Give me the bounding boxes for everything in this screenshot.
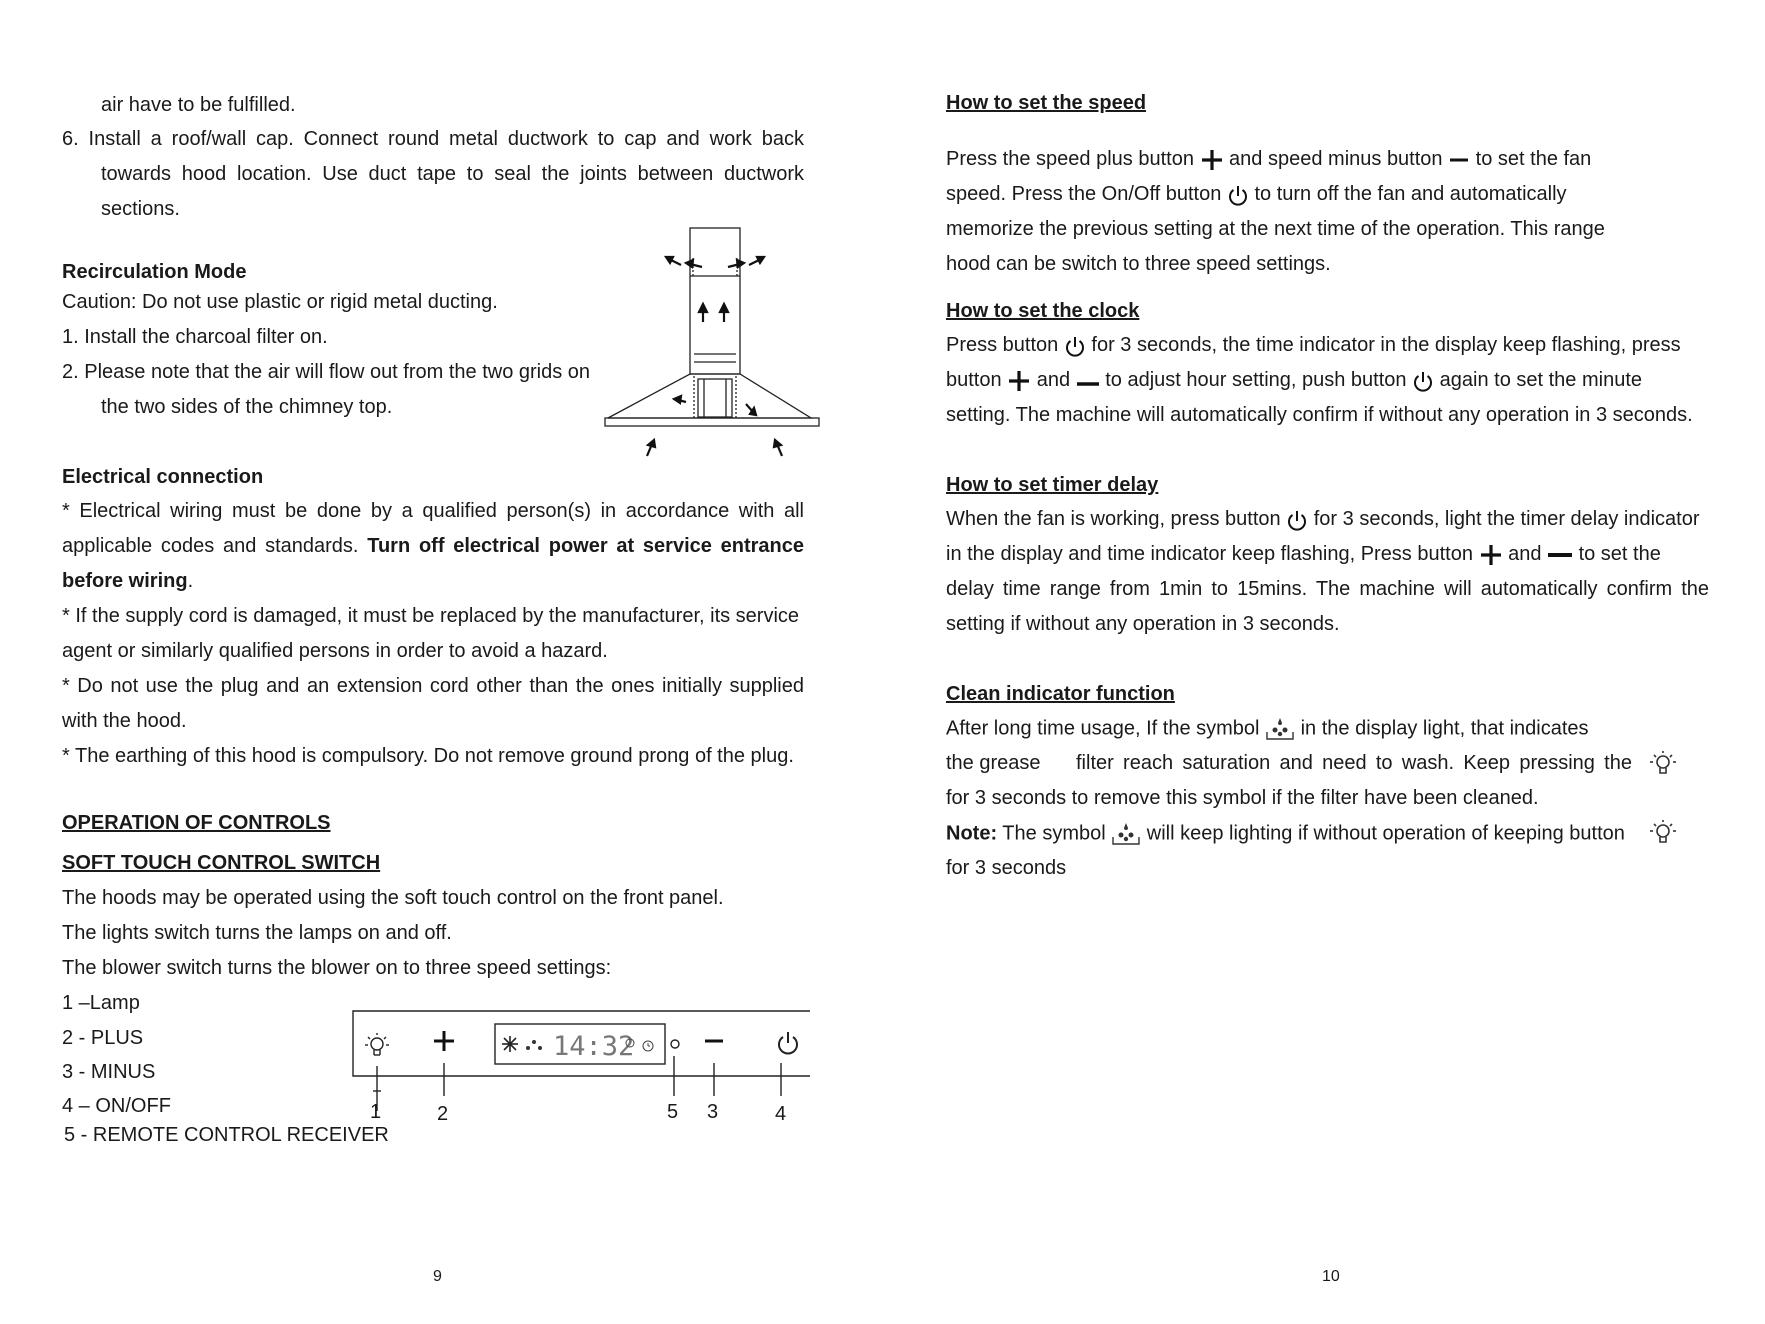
electrical-p1-line3 (62, 569, 193, 593)
controls-line3: The blower switch turns the blower on to three speed settings: (62, 957, 612, 979)
plus-icon (1200, 148, 1224, 172)
clean-line2-b: filter reach saturation and need to wash. Keep pressing the (1076, 752, 1632, 774)
lamp-button-icon (1648, 748, 1678, 778)
plus-icon (1479, 543, 1503, 567)
electrical-p1-line2-bold: Turn off electrical power at service entrance (367, 535, 805, 557)
speed-line1-b: and speed minus button (1223, 148, 1449, 170)
lamp-icon (365, 1033, 389, 1055)
minus-icon (1448, 148, 1470, 172)
minus-icon (1547, 543, 1573, 567)
clock-line2-c: to adjust hour setting, push button (1099, 369, 1413, 391)
recirculation-item-2-line2: the two sides of the chimney top. (101, 396, 393, 418)
recirculation-item-2-line1: 2. Please note that the air will flow out from the two grids on (62, 361, 591, 383)
soft-touch-heading: SOFT TOUCH CONTROL SWITCH (62, 852, 381, 874)
clock-line1 (946, 333, 1681, 358)
step-6-line2: towards hood location. Use duct tape to seal the joints between ductwork (101, 163, 804, 185)
power-icon (1227, 183, 1249, 207)
note-label: Note: (946, 822, 998, 845)
timer-line1-a: When the fan is working, press button (946, 508, 1287, 530)
power-icon (779, 1032, 797, 1053)
electrical-p1-line1: * Electrical wiring must be done by a qualified person(s) in accordance with all (62, 500, 804, 522)
clock-line2-a: button (946, 369, 1008, 391)
speed-line1-a: Press the speed plus button (946, 148, 1200, 170)
speed-line2 (946, 182, 1567, 207)
recirculation-heading: Recirculation Mode (62, 261, 247, 283)
power-icon (1286, 508, 1308, 532)
fan-icon (502, 1036, 518, 1052)
minus-icon (1076, 369, 1100, 393)
electrical-p1-line3-end: . (187, 570, 194, 592)
clean-line3: for 3 seconds to remove this symbol if the filter have been cleaned. (946, 787, 1539, 809)
continued-line: air have to be fulfilled. (101, 94, 296, 116)
recirculation-item-1: 1. Install the charcoal filter on. (62, 326, 328, 348)
timer-line2 (946, 542, 1661, 567)
grease-filter-icon (1265, 716, 1295, 742)
electrical-p1-line2 (62, 534, 804, 558)
page-number-right: 10 (1322, 1268, 1340, 1285)
timer-heading: How to set timer delay (946, 474, 1159, 496)
timer-line1-b: for 3 seconds, light the timer delay indicator (1308, 508, 1700, 530)
callout-5: 5 (667, 1101, 679, 1123)
electrical-p3-line1: * Do not use the plug and an extension cord other than the ones initially supplied (62, 675, 804, 697)
clock-line3: setting. The machine will automatically confirm if without any operation in 3 seconds. (946, 404, 1693, 426)
timer-line4: setting if without any operation in 3 seconds. (946, 613, 1340, 635)
callout-1: 1 (370, 1101, 382, 1123)
clean-line1-a: After long time usage, If the symbol (946, 717, 1266, 740)
clean-line1 (946, 716, 1589, 742)
electrical-p1-line2-start: applicable codes and standards. (62, 535, 368, 557)
controls-line2: The lights switch turns the lamps on and off. (62, 922, 452, 944)
clock-line1-a: Press button (946, 334, 1064, 356)
controls-line1: The hoods may be operated using the soft touch control on the front panel. (62, 887, 724, 909)
timer-line2-a: in the display and time indicator keep flashing, Press button (946, 543, 1479, 565)
grease-filter-icon (1111, 821, 1141, 847)
step-6-line3: sections. (101, 198, 180, 220)
speed-line3: memorize the previous setting at the next time of the operation. This range (946, 218, 1605, 240)
lamp-button-icon (1648, 817, 1678, 847)
clock-line1-b: for 3 seconds, the time indicator in the display keep flashing, press (1085, 334, 1681, 356)
clock-line2-b: and (1031, 369, 1076, 391)
plus-icon (1007, 369, 1031, 393)
clean-line1-b: in the display light, that indicates (1295, 717, 1589, 740)
speed-line1-c: to set the fan (1470, 148, 1592, 170)
speed-line2-b: to turn off the fan and automatically (1248, 183, 1567, 205)
callout-2: 2 (437, 1103, 449, 1125)
speed-line4: hood can be switch to three speed settings. (946, 253, 1331, 275)
recirculation-caution: Caution: Do not use plastic or rigid metal ducting. (62, 291, 498, 313)
electrical-p2-line2: agent or similarly qualified persons in order to avoid a hazard. (62, 640, 608, 662)
speed-line1 (946, 147, 1591, 172)
page-left (0, 0, 882, 1324)
clock-line2-d: again to set the minute (1434, 369, 1643, 391)
timer-line2-b: and (1502, 543, 1548, 565)
clean-line2-a: the grease (946, 752, 1041, 774)
clock-heading: How to set the clock (946, 300, 1140, 322)
clean-line5: for 3 seconds (946, 857, 1067, 879)
speed-heading: How to set the speed (946, 92, 1147, 114)
control-list-item-4: 4 – ON/OFF (62, 1095, 171, 1117)
power-icon (1064, 334, 1086, 358)
power-icon (1412, 369, 1434, 393)
electrical-p1-line3-bold: before wiring (62, 570, 188, 592)
timer-line2-c: to set the (1573, 543, 1661, 565)
clean-heading: Clean indicator function (946, 683, 1175, 705)
clock-line2 (946, 368, 1642, 393)
display-time: 14:32 (553, 1031, 635, 1062)
clean-note-b: will keep lighting if without operation of keeping button (1141, 822, 1625, 845)
page-right (882, 0, 1765, 1324)
speed-line2-a: speed. Press the On/Off button (946, 183, 1227, 205)
page-number-left: 9 (433, 1268, 442, 1285)
control-list-item-2: 2 - PLUS (62, 1027, 144, 1049)
control-panel-diagram (350, 1008, 810, 1128)
electrical-p4: * The earthing of this hood is compulsory. Do not remove ground prong of the plug. (62, 745, 794, 767)
control-list-item-1: 1 –Lamp (62, 992, 140, 1014)
step-6-line1: 6. Install a roof/wall cap. Connect round metal ductwork to cap and work back (62, 128, 804, 150)
operation-heading: OPERATION OF CONTROLS (62, 812, 331, 834)
callout-3: 3 (707, 1101, 719, 1123)
recirculation-airflow-diagram (600, 222, 830, 462)
display-grease-icon (526, 1040, 542, 1050)
timer-line1 (946, 507, 1700, 532)
control-list-item-3: 3 - MINUS (62, 1061, 156, 1083)
clean-note-line (946, 821, 1625, 847)
electrical-heading: Electrical connection (62, 466, 264, 488)
callout-4: 4 (775, 1103, 787, 1125)
electrical-p3-line2: with the hood. (62, 710, 187, 732)
electrical-p2-line1: * If the supply cord is damaged, it must be replaced by the manufacturer, its service (62, 605, 800, 627)
control-list-item-5: 5 - REMOTE CONTROL RECEIVER (64, 1124, 389, 1146)
clean-note-a: The symbol (997, 822, 1112, 845)
timer-line3: delay time range from 1min to 15mins. The machine will automatically confirm the (946, 578, 1709, 600)
